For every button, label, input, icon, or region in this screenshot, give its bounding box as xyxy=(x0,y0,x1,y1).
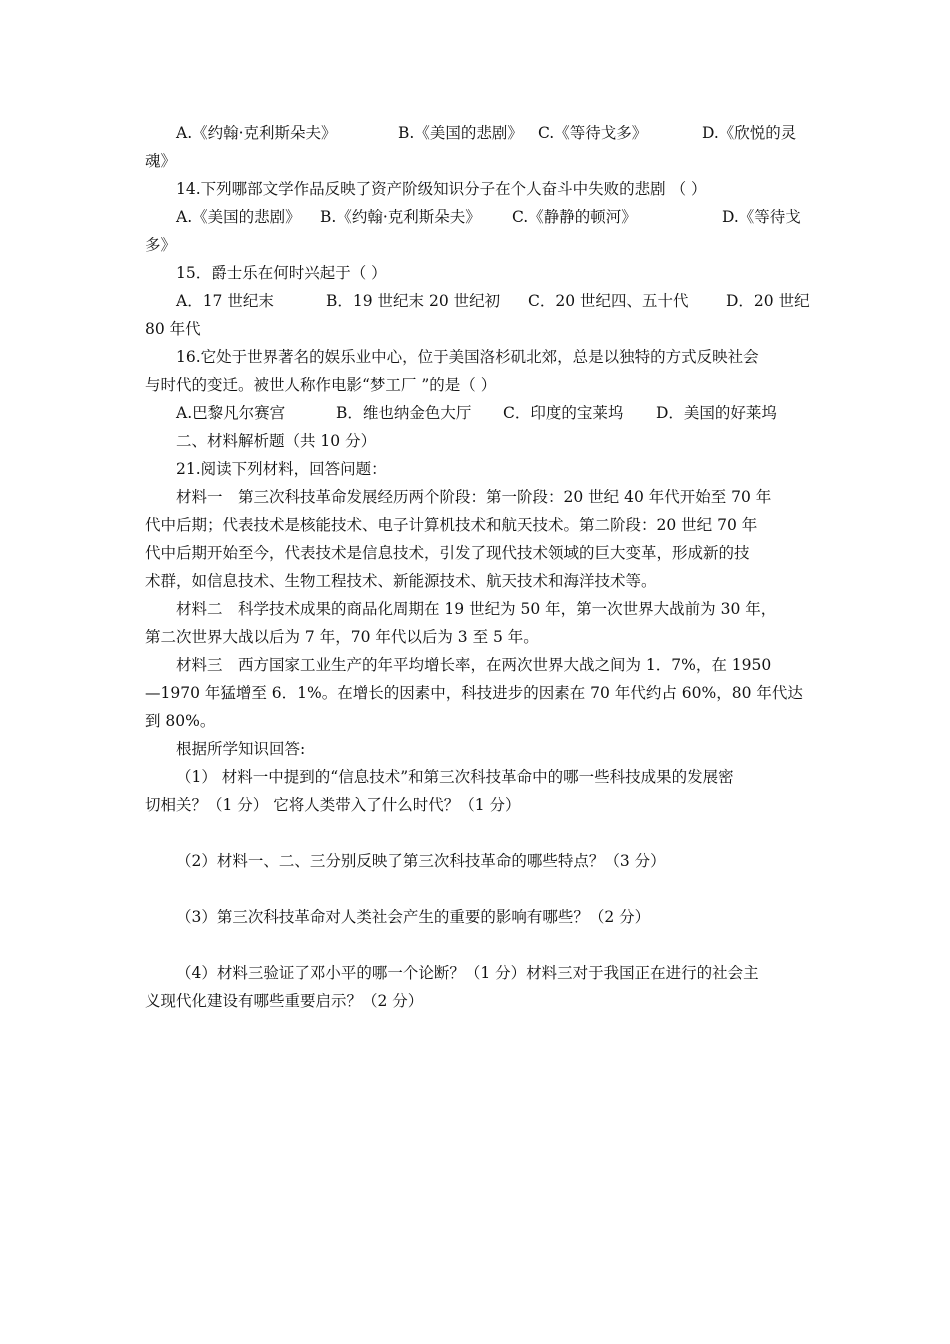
q16-option-a: A.巴黎凡尔赛宫 xyxy=(176,404,286,422)
q13-option-a: A.《约翰·克利斯朵夫》 xyxy=(176,124,337,142)
q14-option-d-continued: 多》 xyxy=(145,236,177,254)
q14-stem: 14.下列哪部文学作品反映了资产阶级知识分子在个人奋斗中失败的悲剧 （ ） xyxy=(176,180,707,198)
q16-option-c: C．印度的宝莱坞 xyxy=(503,404,624,422)
q15-option-d: D．20 世纪 xyxy=(726,292,810,310)
material1-line2: 代中后期；代表技术是核能技术、电子计算机技术和航天技术。第二阶段：20 世纪 70 年 xyxy=(145,516,758,534)
subquestion4-line1: （4）材料三验证了邓小平的哪一个论断？（1 分）材料三对于我国正在进行的社会主 xyxy=(176,964,759,982)
q14-option-d: D.《等待戈 xyxy=(722,208,801,226)
subquestion3: （3）第三次科技革命对人类社会产生的重要的影响有哪些？（2 分） xyxy=(176,908,651,926)
q13-option-c: C.《等待戈多》 xyxy=(538,124,648,142)
q14-option-b: B.《约翰·克利斯朵夫》 xyxy=(320,208,481,226)
q15-option-b: B．19 世纪末 20 世纪初 xyxy=(326,292,501,310)
q16-option-d: D．美国的好莱坞 xyxy=(656,404,777,422)
material3-line1: 材料三 西方国家工业生产的年平均增长率，在两次世界大战之间为 1．7%，在 1950 xyxy=(176,656,772,674)
subquestion2: （2）材料一、二、三分别反映了第三次科技革命的哪些特点？（3 分） xyxy=(176,852,666,870)
material1-line1: 材料一 第三次科技革命发展经历两个阶段：第一阶段：20 世纪 40 年代开始至 70 年 xyxy=(176,488,772,506)
subquestion1-line2: 切相关？（1 分） 它将人类带入了什么时代？（1 分） xyxy=(145,796,521,814)
material3-line2: —1970 年猛增至 6．1%。在增长的因素中，科技进步的因素在 70 年代约占 60%，80 年代达 xyxy=(145,684,803,702)
material1-line4: 术群，如信息技术、生物工程技术、新能源技术、航天技术和海洋技术等。 xyxy=(145,572,657,590)
q13-option-d-continued: 魂》 xyxy=(145,152,177,170)
q13-option-d: D.《欣悦的灵 xyxy=(702,124,797,142)
q21-prompt: 21.阅读下列材料，回答问题： xyxy=(176,460,387,478)
subquestion1-line1: （1） 材料一中提到的“信息技术”和第三次科技革命中的哪一些科技成果的发展密 xyxy=(176,768,734,786)
q15-stem: 15．爵士乐在何时兴起于（ ） xyxy=(176,264,387,282)
answer-prompt: 根据所学知识回答: xyxy=(176,740,306,758)
q16-option-b: B．维也纳金色大厅 xyxy=(336,404,472,422)
q15-option-a: A．17 世纪末 xyxy=(176,292,274,310)
section2-title: 二、材料解析题（共 10 分） xyxy=(176,432,377,450)
q16-stem-line2: 与时代的变迁。被世人称作电影“梦工厂 ”的是（ ） xyxy=(145,376,497,394)
q15-option-c: C．20 世纪四、五十代 xyxy=(528,292,689,310)
material2-line2: 第二次世界大战以后为 7 年，70 年代以后为 3 至 5 年。 xyxy=(145,628,539,646)
q14-option-c: C.《静静的顿河》 xyxy=(512,208,637,226)
material3-line3: 到 80%。 xyxy=(145,712,216,730)
q16-stem-line1: 16.它处于世界著名的娱乐业中心，位于美国洛杉矶北郊，总是以独特的方式反映社会 xyxy=(176,348,759,366)
subquestion4-line2: 义现代化建设有哪些重要启示？（2 分） xyxy=(145,992,424,1010)
q15-option-d-continued: 80 年代 xyxy=(145,320,201,338)
material2-line1: 材料二 科学技术成果的商品化周期在 19 世纪为 50 年，第一次世界大战前为 30 年， xyxy=(176,600,777,618)
q13-option-b: B.《美国的悲剧》 xyxy=(398,124,523,142)
q14-option-a: A.《美国的悲剧》 xyxy=(176,208,301,226)
material1-line3: 代中后期开始至今，代表技术是信息技术，引发了现代技术领域的巨大变革，形成新的技 xyxy=(145,544,750,562)
